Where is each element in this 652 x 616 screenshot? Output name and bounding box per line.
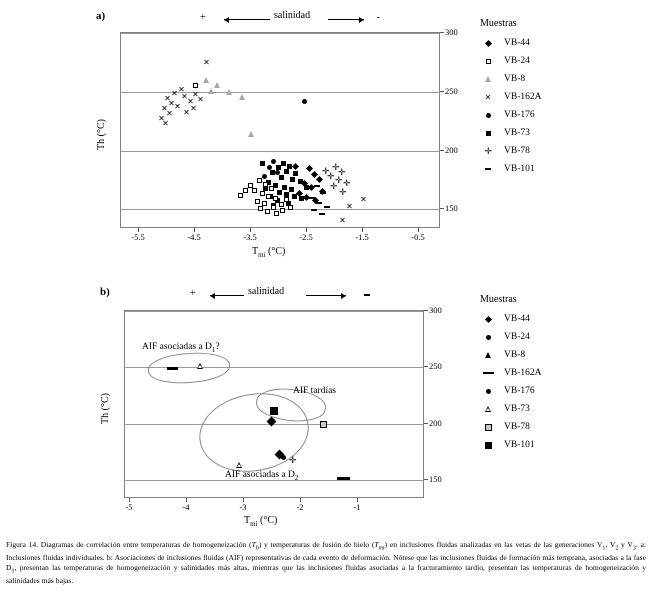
data-point: ✛: [332, 162, 340, 172]
panel-a-label: a): [96, 10, 106, 22]
data-point: [316, 202, 322, 204]
data-point: ✛: [289, 455, 297, 465]
y-axis-title-b: Th (°C): [100, 393, 111, 424]
ytick-150-b: 150: [429, 474, 442, 484]
legend-title-a: Muestras: [480, 18, 517, 29]
data-point: [263, 182, 268, 187]
data-point: [273, 196, 278, 201]
data-point: ✕: [181, 92, 188, 101]
legend-item-vb-8: [480, 346, 541, 364]
data-point: [284, 197, 289, 202]
xtick-a: -2.5: [299, 232, 313, 242]
data-point: [319, 213, 325, 215]
data-point: [262, 174, 267, 179]
data-point: [193, 83, 198, 88]
data-point: ✕: [171, 89, 178, 98]
data-point: [270, 407, 278, 415]
data-point: [270, 170, 275, 175]
data-point: [260, 161, 265, 166]
data-point: [277, 190, 282, 195]
data-point: ✕: [166, 109, 173, 118]
legend-item-vb-24: [480, 52, 541, 70]
ytick-300-b: 300: [429, 305, 442, 315]
data-point: [306, 165, 313, 172]
xtick-b: -5: [125, 502, 133, 512]
ytick-200-b: 200: [429, 418, 442, 428]
data-point: [288, 205, 293, 210]
legend-item-vb-176: [480, 382, 541, 400]
x-mark-icon: ✕: [484, 92, 492, 102]
data-point: [281, 161, 286, 166]
data-point: [266, 194, 271, 199]
salinity-plus-a: +: [200, 12, 206, 23]
legend-label: VB-73: [504, 404, 530, 414]
annotation-underline-d2: [337, 477, 350, 480]
gridline-300-b: [125, 311, 423, 312]
data-point: [271, 159, 276, 164]
square-filled-icon: [480, 442, 496, 449]
data-point: ✕: [360, 195, 367, 204]
ytick-250-a: 250: [445, 86, 458, 96]
x-axis-title-b: $T_{mi}$ (°C): [244, 515, 278, 528]
legend-label: VB-101: [504, 164, 535, 174]
data-point: ✕: [346, 202, 353, 211]
data-point: ✛: [343, 178, 351, 188]
legend-item-vb-162a: [480, 364, 541, 382]
caption-text: Figura 14. Diagramas de correlación entre temperaturas de homogeneización $(T_h)$ y temperaturas de fusión de hielo $(T_{mi})$ en inclusiones fluidas analizadas en las vetas de las generaciones $V_1$, $V_2$ y $V_3$. a: Inclusiones fluidas individuales. b: Asociaciones de inclusiones fluidas (AIF) representativas de cada evento de deformación. Nótese que las inclusiones fluidas de formación más temprana, asociadas a la fase $D_1$, presentan las temperaturas de homogeneización y salinidades más altas, mientras que las inclusiones fluidas asociadas a la fracturamiento tardío, presentan las temperaturas de homogeneización y salinidades más bajas.: [6, 540, 646, 586]
plus-mark-icon: ✛: [484, 145, 493, 156]
data-point: [279, 175, 284, 180]
data-point: [309, 197, 315, 199]
legend-item-vb-44: [480, 310, 541, 328]
panel-a: [0, 0, 652, 270]
legend-item-vb-78: [480, 142, 541, 160]
ytick-200-a: 200: [445, 145, 458, 155]
data-point: [279, 202, 284, 207]
annotation-aif-d1: AIF asociadas a $D_1$?: [142, 342, 220, 354]
data-point: ✕: [339, 216, 346, 225]
legend-title-b: Muestras: [480, 294, 517, 305]
data-point: [316, 176, 323, 183]
data-point: [290, 177, 295, 182]
annotation-aif-d2: AIF asociadas a $D_2$: [225, 470, 299, 482]
data-point: [293, 171, 298, 176]
xtick-b: -1: [353, 502, 361, 512]
data-point: ✛: [335, 175, 343, 185]
legend-label: VB-162A: [504, 92, 542, 102]
field-outline-d1: [147, 350, 231, 386]
data-point: [214, 82, 220, 88]
data-point: ✕: [164, 94, 171, 103]
data-point: ✛: [338, 167, 346, 177]
legend-item-vb-73: [480, 400, 541, 418]
data-point: ✕: [162, 119, 169, 128]
xtick-a: -4.5: [187, 232, 201, 242]
legend-label: VB-44: [504, 314, 530, 324]
legend-label: VB-24: [504, 332, 530, 342]
data-point: [258, 206, 263, 211]
data-point: [311, 209, 317, 211]
data-point: [226, 89, 232, 95]
data-point: [281, 455, 286, 460]
xtick-a: -5.5: [131, 232, 145, 242]
data-point: [239, 94, 245, 100]
data-point: ✕: [187, 97, 194, 106]
data-point: [208, 88, 214, 94]
legend-item-vb-24: [480, 328, 541, 346]
circle-filled-icon: [480, 389, 496, 394]
legend-item-vb-176: [480, 106, 541, 124]
data-point: [271, 205, 276, 210]
data-point: [292, 163, 299, 170]
data-point: [274, 211, 279, 216]
plot-area-a: [120, 32, 440, 228]
legend-item-vb-8: [480, 70, 541, 88]
ytick-300-a: 300: [445, 27, 458, 37]
data-point: ✕: [178, 85, 185, 94]
diamond-filled-icon: [480, 317, 496, 322]
legend-label: VB-162A: [504, 368, 542, 378]
bar-mark-icon: [480, 372, 496, 375]
y-axis-title-a: Th (°C): [96, 119, 107, 150]
data-point: [324, 206, 330, 208]
legend-b: [480, 294, 541, 454]
data-point: [302, 99, 307, 104]
salinity-scale-b: [190, 288, 370, 302]
data-point: [248, 131, 254, 137]
data-point: [265, 209, 270, 214]
data-point: [269, 186, 274, 191]
salinity-label-a: salinidad: [274, 10, 311, 21]
salinity-label-b: salinidad: [248, 286, 285, 297]
data-point: [320, 421, 327, 428]
data-point: [260, 191, 265, 196]
xtick-b: -3: [239, 502, 247, 512]
legend-label: VB-176: [504, 110, 535, 120]
legend-label: VB-44: [504, 38, 530, 48]
data-point: [197, 363, 203, 369]
data-point: [255, 199, 260, 204]
legend-label: VB-8: [504, 74, 526, 84]
panel-b: [0, 272, 652, 528]
legend-item-vb-78: [480, 418, 541, 436]
gridline-200-a: [121, 151, 439, 152]
salinity-minus-a: -: [376, 12, 380, 23]
data-point: [257, 178, 262, 183]
triangle-gray-icon: [480, 76, 496, 82]
ytick-250-b: 250: [429, 361, 442, 371]
data-point: [203, 77, 209, 83]
legend-label: VB-8: [504, 350, 526, 360]
xtick-b: -2: [296, 502, 304, 512]
data-point: [314, 185, 320, 187]
gridline-250-a: [121, 92, 439, 93]
data-point: ✕: [161, 104, 168, 113]
circle-filled-icon: [480, 113, 496, 118]
legend-label: VB-73: [504, 128, 530, 138]
triangle-filled-icon: [480, 352, 496, 358]
data-point: ✛: [322, 166, 330, 176]
data-point: ✕: [158, 114, 165, 123]
data-point: ✛: [339, 187, 347, 197]
legend-item-vb-101: [480, 436, 541, 454]
data-point: ✕: [203, 58, 210, 67]
salinity-scale-a: [200, 12, 380, 26]
ytick-150-a: 150: [445, 203, 458, 213]
x-axis-title-a: $T_{mi}$ (°C): [252, 246, 286, 259]
data-point: [243, 188, 248, 193]
dash-mark-icon: [480, 168, 496, 170]
legend-item-vb-73: [480, 124, 541, 142]
legend-item-vb-162a: [480, 88, 541, 106]
data-point: [167, 367, 178, 370]
figure-caption: [6, 540, 646, 587]
legend-label: VB-24: [504, 56, 530, 66]
legend-label: VB-78: [504, 422, 530, 432]
data-point: ✛: [327, 171, 335, 181]
data-point: [289, 187, 294, 192]
data-point: [282, 185, 287, 190]
legend-label: VB-176: [504, 386, 535, 396]
data-point: ✕: [190, 104, 197, 113]
legend-label: VB-78: [504, 146, 530, 156]
data-point: [280, 208, 285, 213]
data-point: [248, 183, 253, 188]
legend-item-vb-101: [480, 160, 541, 178]
data-point: [284, 169, 289, 174]
legend-a: [480, 18, 541, 178]
data-point: [252, 188, 257, 193]
xtick-a: -3.5: [243, 232, 257, 242]
diamond-filled-icon: [480, 41, 496, 46]
circle-filled-icon: [480, 335, 496, 340]
xtick-a: -0.5: [411, 232, 425, 242]
xtick-a: -1.5: [355, 232, 369, 242]
triangle-open-icon: [480, 406, 496, 412]
panel-b-label: b): [100, 286, 110, 298]
legend-item-vb-44: [480, 34, 541, 52]
xtick-b: -4: [182, 502, 190, 512]
data-point: [236, 462, 242, 468]
data-point: ✕: [174, 102, 181, 111]
gridline-300-a: [121, 33, 439, 34]
data-point: ✕: [192, 90, 199, 99]
data-point: ✕: [197, 95, 204, 104]
salinity-plus-b: +: [190, 288, 196, 299]
square-filled-icon: [480, 131, 496, 136]
data-point: [320, 192, 326, 194]
legend-label: VB-101: [504, 440, 535, 450]
data-point: ✕: [183, 108, 190, 117]
square-open-icon: [480, 59, 496, 64]
data-point: [276, 165, 281, 170]
annotation-aif-tardias: AIF tardías: [293, 386, 337, 396]
data-point: [238, 193, 243, 198]
data-point: ✛: [330, 181, 338, 191]
data-point: ✕: [168, 99, 175, 108]
square-gray-icon: [480, 424, 496, 431]
salinity-minus-b: [364, 288, 370, 299]
